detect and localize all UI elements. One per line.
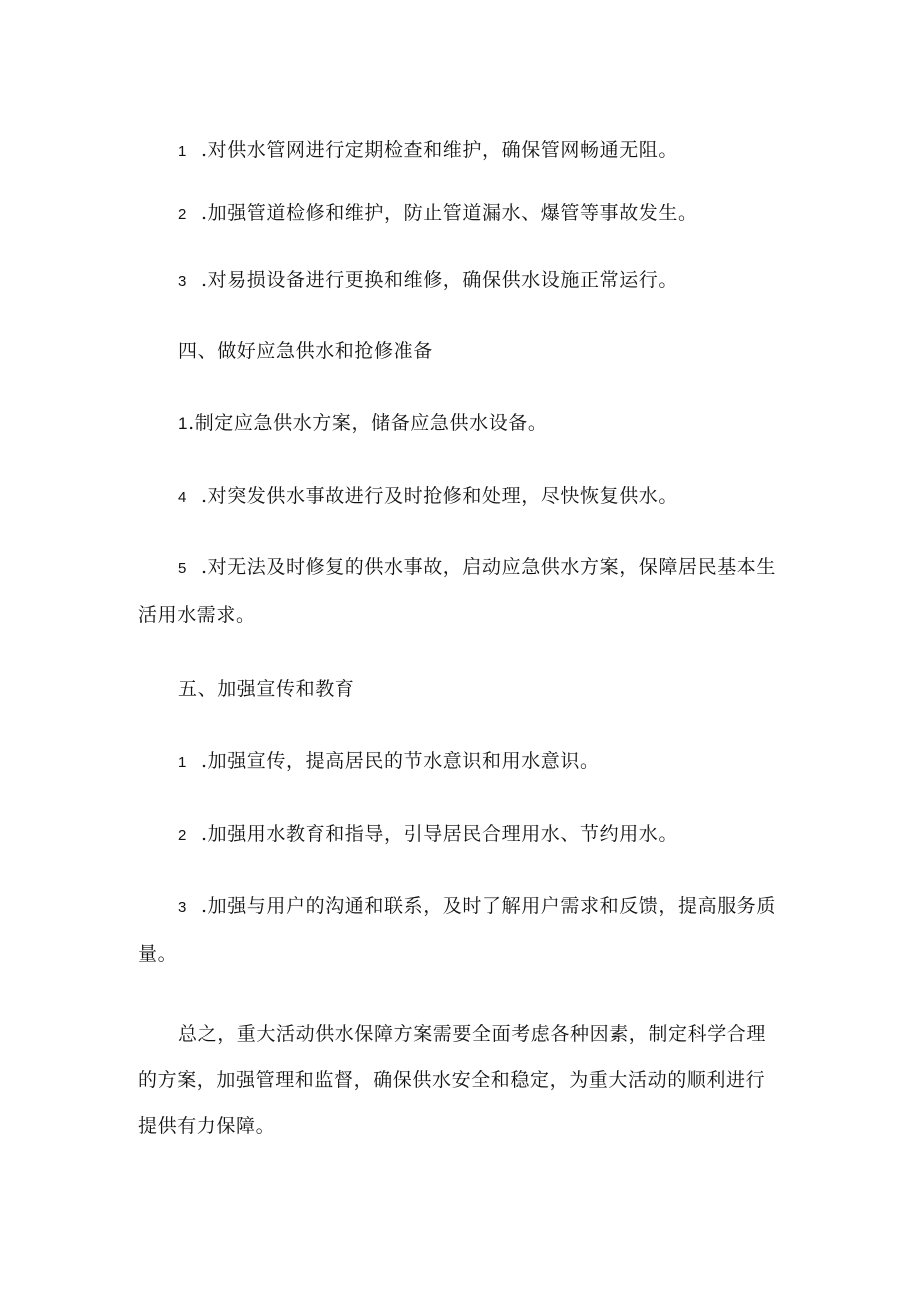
item-number: 1 <box>178 414 189 433</box>
list-item-continuation: 活用水需求。 <box>138 604 256 626</box>
list-item <box>178 744 828 780</box>
item-text: .加强管道检修和维护，防止管道漏水、爆管等事故发生。 <box>200 202 698 224</box>
section-heading: 四、做好应急供水和抢修准备 <box>178 340 433 362</box>
item-number: 2 <box>178 827 187 844</box>
item-number: 3 <box>178 899 187 916</box>
item-text: .加强与用户的沟通和联系，及时了解用户需求和反馈，提高服务质 <box>200 895 776 917</box>
list-item <box>178 889 828 925</box>
item-text: .加强宣传，提高居民的节水意识和用水意识。 <box>200 750 600 772</box>
section-heading: 五、加强宣传和教育 <box>178 678 355 700</box>
list-item <box>178 817 828 853</box>
list-item-continuation: 量。 <box>138 943 178 965</box>
item-text: .对突发供水事故进行及时抢修和处理，尽快恢复供水。 <box>200 485 678 507</box>
list-item <box>178 263 828 299</box>
list-item <box>178 550 828 586</box>
list-item <box>178 196 828 232</box>
summary-paragraph: 总之，重大活动供水保障方案需要全面考虑各种因素，制定科学合理的方案，加强管理和监督，确保供水安全和稳定，为重大活动的顺利进行提供有力保障。 <box>138 1023 767 1137</box>
item-number: 5 <box>178 560 187 577</box>
item-number: 1 <box>178 143 187 160</box>
item-number: 2 <box>178 206 187 223</box>
item-text: .对供水管网进行定期检查和维护，确保管网畅通无阻。 <box>200 139 678 161</box>
item-number: 1 <box>178 754 187 771</box>
item-number: 4 <box>178 489 187 506</box>
list-item <box>178 406 828 441</box>
list-item <box>178 133 828 169</box>
item-number: 3 <box>178 273 187 290</box>
item-text: .对易损设备进行更换和维修，确保供水设施正常运行。 <box>200 269 678 291</box>
list-item <box>178 479 828 515</box>
item-text: .对无法及时修复的供水事故，启动应急供水方案，保障居民基本生 <box>200 556 776 578</box>
item-text: .加强用水教育和指导，引导居民合理用水、节约用水。 <box>200 823 678 845</box>
item-text: .制定应急供水方案，储备应急供水设备。 <box>188 412 548 434</box>
